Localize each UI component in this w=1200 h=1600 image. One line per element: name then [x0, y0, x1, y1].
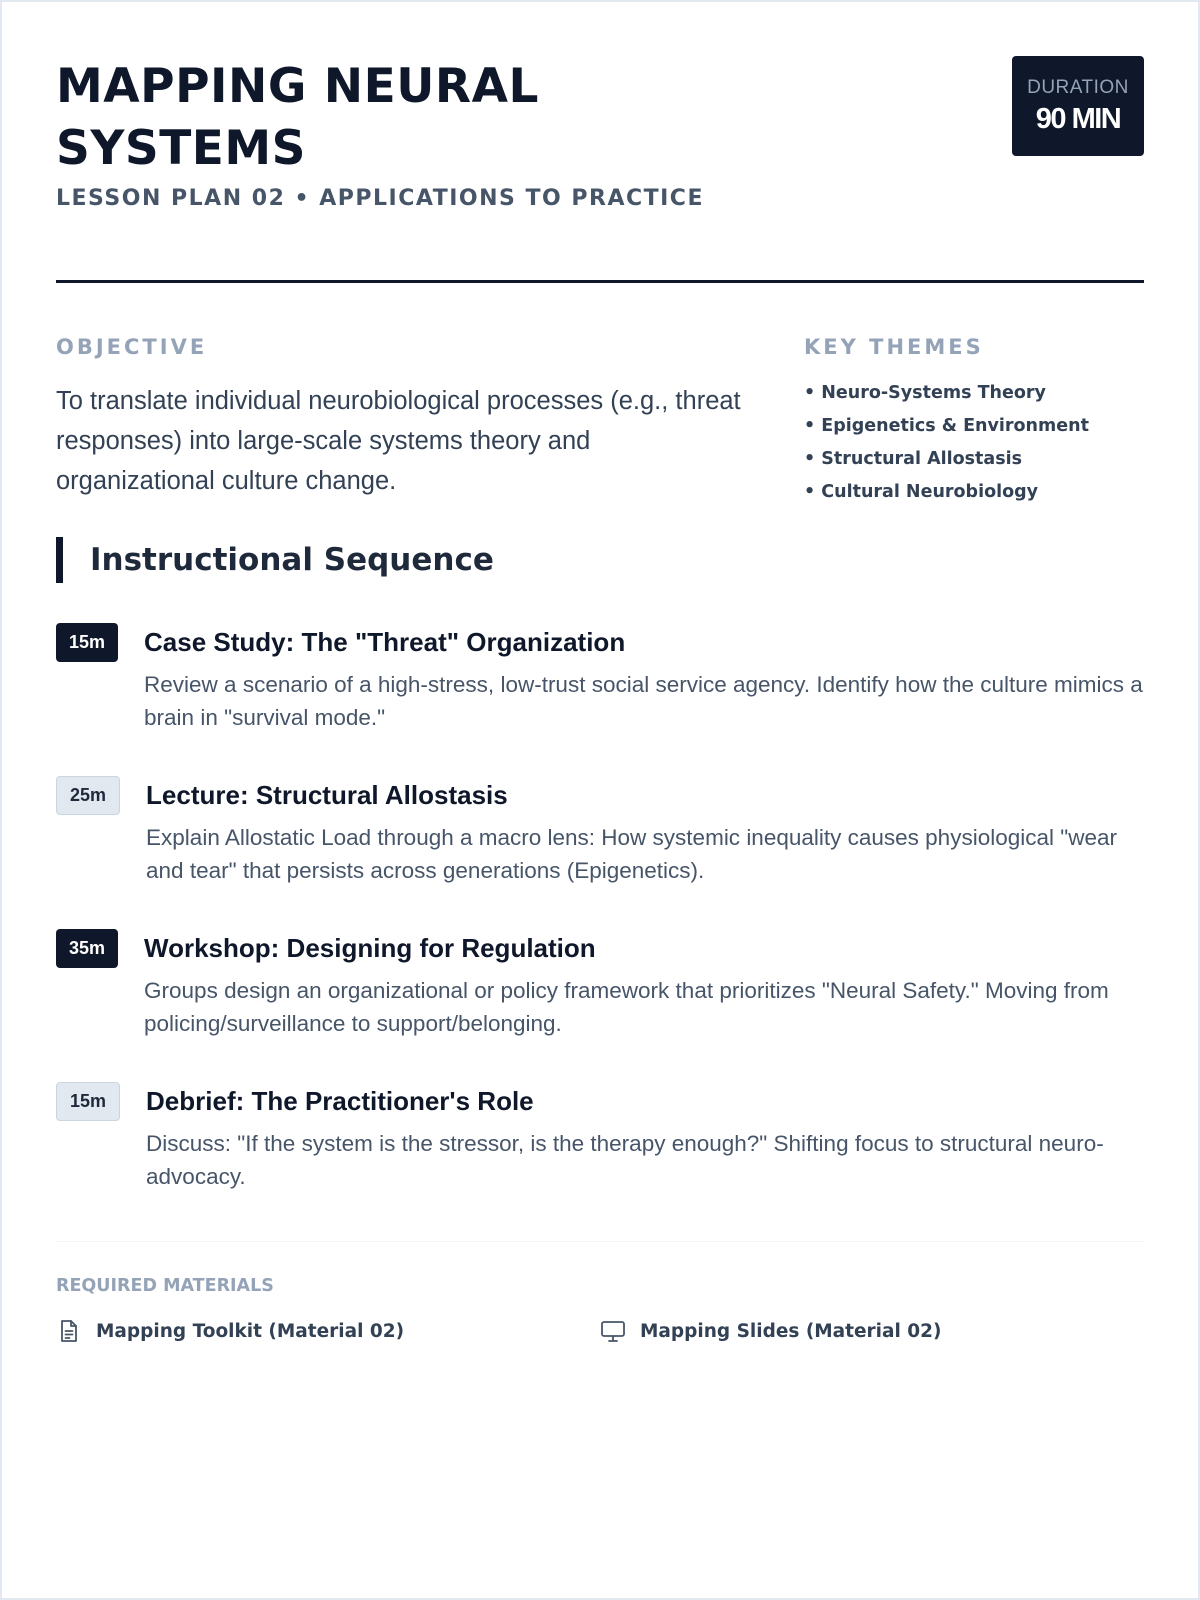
time-badge: 15m	[56, 623, 118, 662]
title-block	[56, 56, 704, 211]
sequence-step	[56, 623, 1144, 776]
heading-accent-bar	[56, 537, 63, 583]
sequence-title: Instructional Sequence	[90, 542, 494, 578]
sequence-step	[56, 929, 1144, 1082]
materials-divider	[56, 1241, 1144, 1242]
theme-item: • Neuro-Systems Theory	[804, 377, 1144, 410]
step-title: Case Study: The "Threat" Organization	[144, 627, 626, 657]
time-badge: 15m	[56, 1082, 120, 1121]
header-divider	[56, 280, 1144, 283]
sequence-step	[56, 776, 1144, 929]
step-description: Review a scenario of a high-stress, low-trust social service agency. Identify how the culture mimics a brain in "survival mode."	[144, 672, 1143, 730]
objective-section	[56, 335, 756, 525]
step-description: Discuss: "If the system is the stressor, is the therapy enough?" Shifting focus to structural neuro-advocacy.	[146, 1131, 1104, 1189]
header	[56, 56, 1144, 242]
objective-label: OBJECTIVE	[56, 335, 208, 359]
step-description: Groups design an organizational or policy framework that prioritizes "Neural Safety." Moving from policing/surveillance to support/belonging.	[144, 978, 1109, 1036]
material-label: Mapping Toolkit (Material 02)	[96, 1320, 405, 1342]
step-title: Debrief: The Practitioner's Role	[146, 1086, 534, 1116]
time-badge: 35m	[56, 929, 118, 968]
duration-label: DURATION	[1027, 76, 1129, 98]
page-title: MAPPING NEURAL SYSTEMS	[56, 59, 539, 176]
sequence-steps	[56, 623, 1144, 1235]
step-body	[146, 1082, 1144, 1193]
key-themes-section	[804, 335, 1144, 525]
objective-text: To translate individual neurobiological processes (e.g., threat responses) into large-scale systems theory and organizational culture change.	[56, 387, 741, 495]
material-slides-link[interactable]	[600, 1318, 1144, 1344]
step-description: Explain Allostatic Load through a macro lens: How systemic inequality causes physiological "wear and tear" that persists across generations (Epigenetics).	[146, 825, 1118, 883]
duration-value: 90 MIN	[1035, 102, 1121, 135]
step-body	[144, 623, 1144, 734]
intro-section	[56, 335, 1144, 525]
theme-item: • Epigenetics & Environment	[804, 410, 1144, 443]
theme-item: • Structural Allostasis	[804, 443, 1144, 476]
step-title: Lecture: Structural Allostasis	[146, 780, 508, 810]
step-body	[146, 776, 1144, 887]
step-title: Workshop: Designing for Regulation	[144, 933, 596, 963]
document-icon	[56, 1318, 82, 1344]
key-themes-list	[804, 377, 1144, 509]
theme-item: • Cultural Neurobiology	[804, 476, 1144, 509]
page-subtitle: LESSON PLAN 02 • APPLICATIONS TO PRACTICE	[56, 186, 704, 211]
sequence-step	[56, 1082, 1144, 1235]
step-body	[144, 929, 1144, 1040]
material-label: Mapping Slides (Material 02)	[640, 1320, 942, 1342]
monitor-icon	[600, 1318, 626, 1344]
materials-list	[56, 1318, 1144, 1344]
duration-badge	[1012, 56, 1144, 156]
material-toolkit-link[interactable]	[56, 1318, 600, 1344]
time-badge: 25m	[56, 776, 120, 815]
key-themes-label: KEY THEMES	[804, 335, 984, 359]
materials-label: REQUIRED MATERIALS	[56, 1276, 274, 1296]
sequence-heading	[56, 537, 1144, 583]
